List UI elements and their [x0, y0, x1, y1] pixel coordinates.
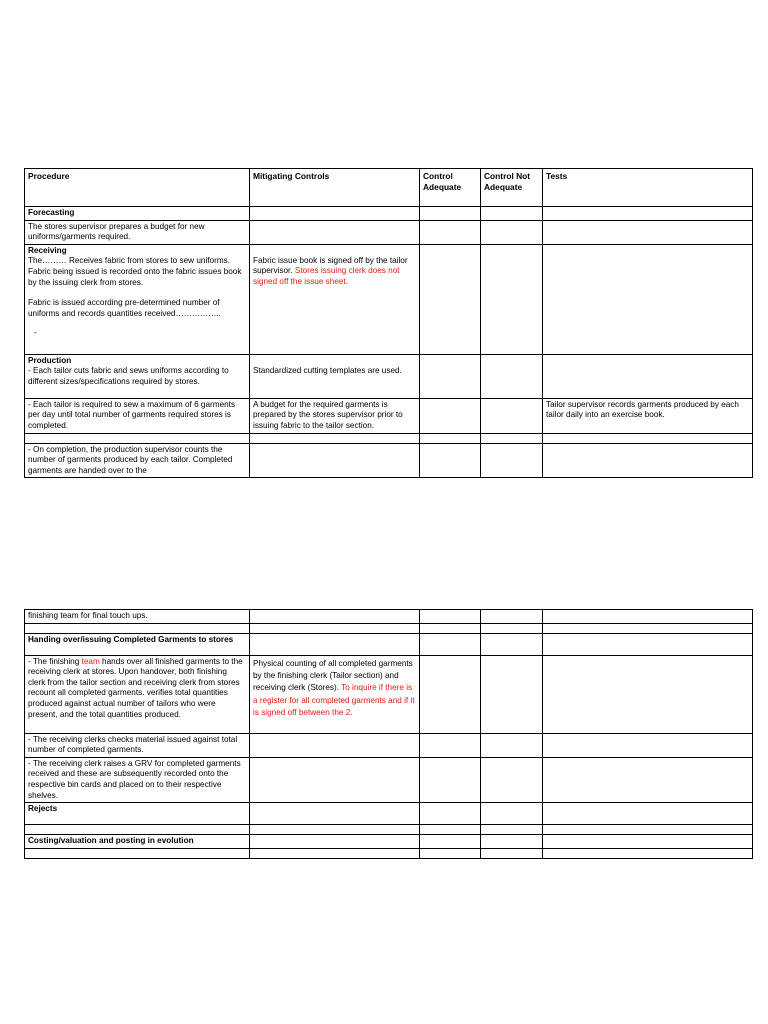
production-heading: Production: [28, 355, 72, 365]
sewing-control: A budget for the required garments is prepared by the stores supervisor prior to issuing fabric to the tailor section.: [250, 398, 420, 433]
table-row: [25, 433, 753, 443]
header-mitigating-controls: Mitigating Controls: [250, 169, 420, 207]
handing-procedure-cell: [25, 655, 250, 733]
handing-text-team: team: [81, 656, 100, 666]
receiving-heading: Receiving: [28, 245, 67, 255]
header-control-not-adequate: Control Not Adequate: [481, 169, 543, 207]
table-row: [25, 220, 753, 244]
table-row: [25, 655, 753, 733]
checks-text: - The receiving clerks checks material issued against total number of completed garments.: [25, 733, 250, 757]
table-row: [25, 443, 753, 478]
table-row: [25, 835, 753, 849]
table-row: [25, 733, 753, 757]
table-row: [25, 623, 753, 633]
table-row: [25, 803, 753, 825]
production-control-cell: [250, 354, 420, 398]
receiving-control-cell: [250, 244, 420, 354]
controls-table-page-1: [24, 168, 753, 478]
controls-table-page-2: [24, 609, 753, 859]
handing-text-post: hands over all finished garments to the receiving clerk at stores. Upon handover, both finishing clerk from the tailor section and receiving clerk from stores recount all completed garments. verifies total quantities produced against actual number of tailors who were present, and the total quantities produced.: [28, 656, 243, 719]
header-control-adequate: Control Adequate: [420, 169, 481, 207]
receiving-dash: -: [34, 328, 37, 338]
receiving-control-issue: Stores issuing clerk does not signed off the issue sheet.: [253, 266, 400, 286]
handing-control-cell: [250, 655, 420, 733]
grv-text: - The receiving clerk raises a GRV for completed garments received and these are subsequently recorded onto the respective bin cards and placed on to their respective shelves.: [25, 757, 250, 802]
production-text: - Each tailor cuts fabric and sews uniforms according to different sizes/specifications required by stores.: [28, 366, 231, 386]
sewing-test: Tailor supervisor records garments produced by each tailor daily into an exercise book.: [543, 398, 753, 433]
header-row: [25, 169, 753, 207]
header-tests: Tests: [543, 169, 753, 207]
handing-control: Physical counting of all completed garments by the finishing clerk (Tailor section) and receiving clerk (Stores).: [253, 658, 413, 693]
receiving-text-2: Fabric is issued according pre-determined number of uniforms and records quantities received……………..: [28, 298, 222, 318]
receiving-text-1: The……… Receives fabric from stores to sew uniforms. Fabric being issued is recorded onto the fabric issues book by the issuing clerk from stores.: [28, 256, 244, 287]
table-row: [25, 757, 753, 802]
costing-heading: Costing/valuation and posting in evolution: [28, 836, 194, 846]
table-row: [25, 244, 753, 354]
table-row: [25, 848, 753, 858]
production-procedure-cell: [25, 354, 250, 398]
table-row: [25, 633, 753, 655]
header-procedure: Procedure: [25, 169, 250, 207]
handing-control-inquiry: To inquire if there is a register for all completed garments and if it is signed off between the 2.: [253, 683, 415, 718]
table-row: [25, 610, 753, 624]
production-control: Standardized cutting templates are used.: [253, 365, 402, 375]
forecasting-heading: Forecasting: [28, 208, 75, 217]
handing-heading: Handing over/issuing Completed Garments to stores: [28, 634, 234, 644]
forecasting-text: The stores supervisor prepares a budget for new uniforms/garments required.: [25, 220, 250, 244]
rejects-heading: Rejects: [28, 804, 58, 814]
table-row: [25, 825, 753, 835]
continuation-text: finishing team for final touch ups.: [25, 610, 250, 624]
receiving-control: Fabric issue book is signed off by the tailor supervisor.: [253, 255, 408, 276]
handing-text-pre: - The finishing: [28, 656, 82, 666]
table-row: [25, 207, 753, 221]
forecasting-heading-cell: [25, 207, 250, 221]
table-row: [25, 354, 753, 398]
sewing-text: - Each tailor is required to sew a maximum of 6 garments per day until total number of garments required stores is completed.: [25, 398, 250, 433]
completion-text: - On completion, the production supervisor counts the number of garments produced by each tailor. Completed garments are handed over to the: [25, 443, 250, 478]
receiving-procedure-cell: [25, 244, 250, 354]
table-row: [25, 398, 753, 433]
